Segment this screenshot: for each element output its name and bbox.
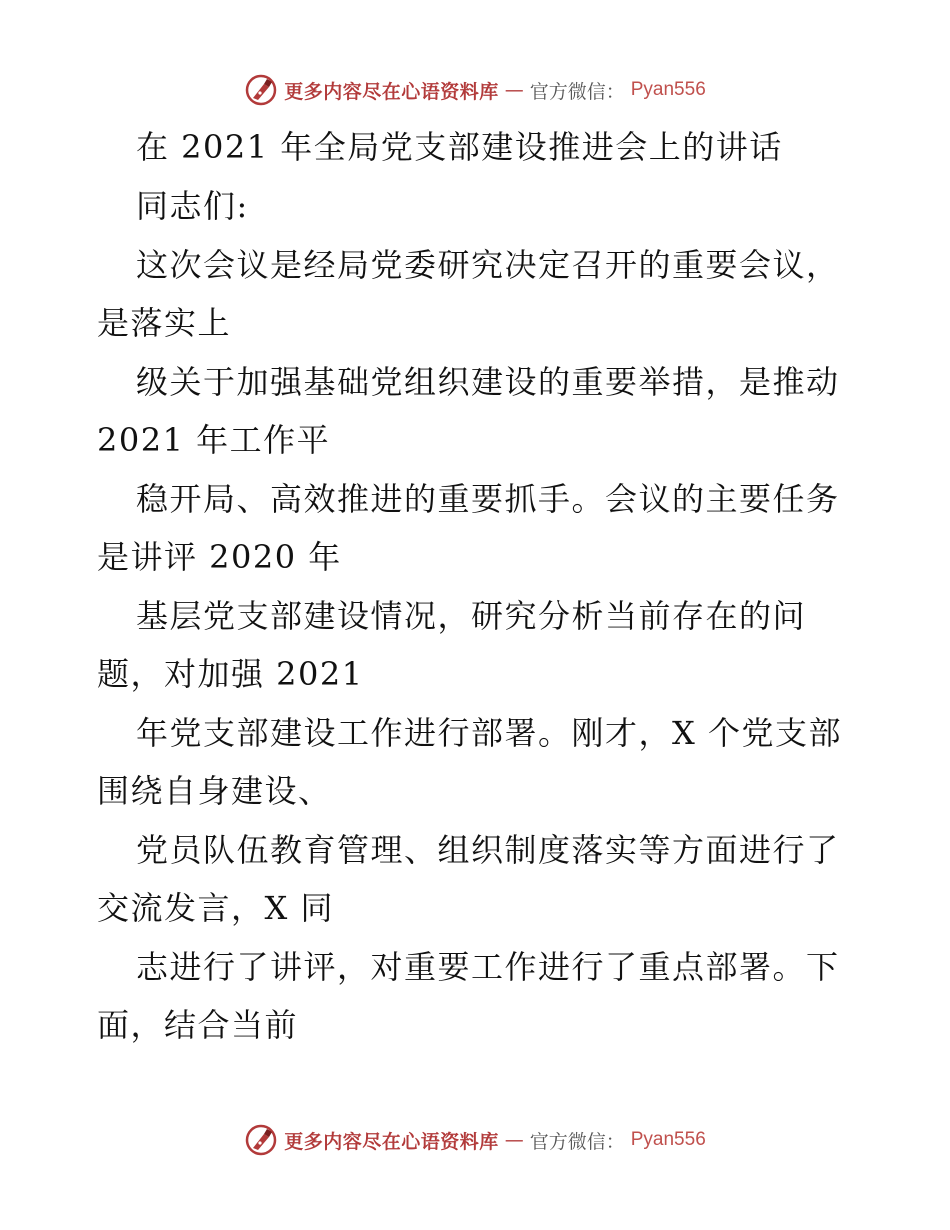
- watermark-label: 官方微信：: [529, 1130, 625, 1153]
- watermark-dash: —: [504, 79, 524, 101]
- paragraph-line: 是落实上: [97, 304, 232, 342]
- watermark-main-text: 更多内容尽在心语资料库: [284, 80, 499, 103]
- paragraph-line: 志进行了讲评，对重要工作进行了重点部署。下: [136, 948, 840, 986]
- paragraph-line: 交流发言，X 同: [97, 889, 334, 927]
- paragraph-line: 年党支部建设工作进行部署。刚才，X 个党支部: [136, 714, 842, 752]
- paragraph-line: 基层党支部建设情况，研究分析当前存在的问: [136, 597, 807, 635]
- pen-nib-logo-icon: [244, 1123, 278, 1157]
- watermark-main-text: 更多内容尽在心语资料库: [284, 1130, 499, 1153]
- paragraph-line: 稳开局、高效推进的重要抓手。会议的主要任务: [136, 480, 840, 518]
- watermark-wechat-id: Pyan556: [630, 79, 706, 100]
- paragraph-line: 党员队伍教育管理、组织制度落实等方面进行了: [136, 831, 840, 869]
- paragraph-line: 围绕自身建设、: [97, 772, 332, 810]
- watermark-footer: [0, 1120, 950, 1160]
- document-title: 在 2021 年全局党支部建设推进会上的讲话: [136, 128, 783, 166]
- paragraph-line: 2021 年工作平: [97, 421, 331, 459]
- paragraph-line: 级关于加强基础党组织建设的重要举措，是推动: [136, 363, 840, 401]
- greeting: 同志们:: [136, 187, 249, 225]
- paragraph-line: 是讲评 2020 年: [97, 538, 342, 576]
- watermark-wechat-id: Pyan556: [630, 1129, 706, 1150]
- watermark-label: 官方微信：: [529, 80, 625, 103]
- paragraph-line: 题，对加强 2021: [97, 655, 364, 693]
- paragraph-line: 面，结合当前: [97, 1006, 299, 1044]
- paragraph-line: 这次会议是经局党委研究决定召开的重要会议，: [136, 246, 840, 284]
- watermark-dash: —: [504, 1129, 524, 1151]
